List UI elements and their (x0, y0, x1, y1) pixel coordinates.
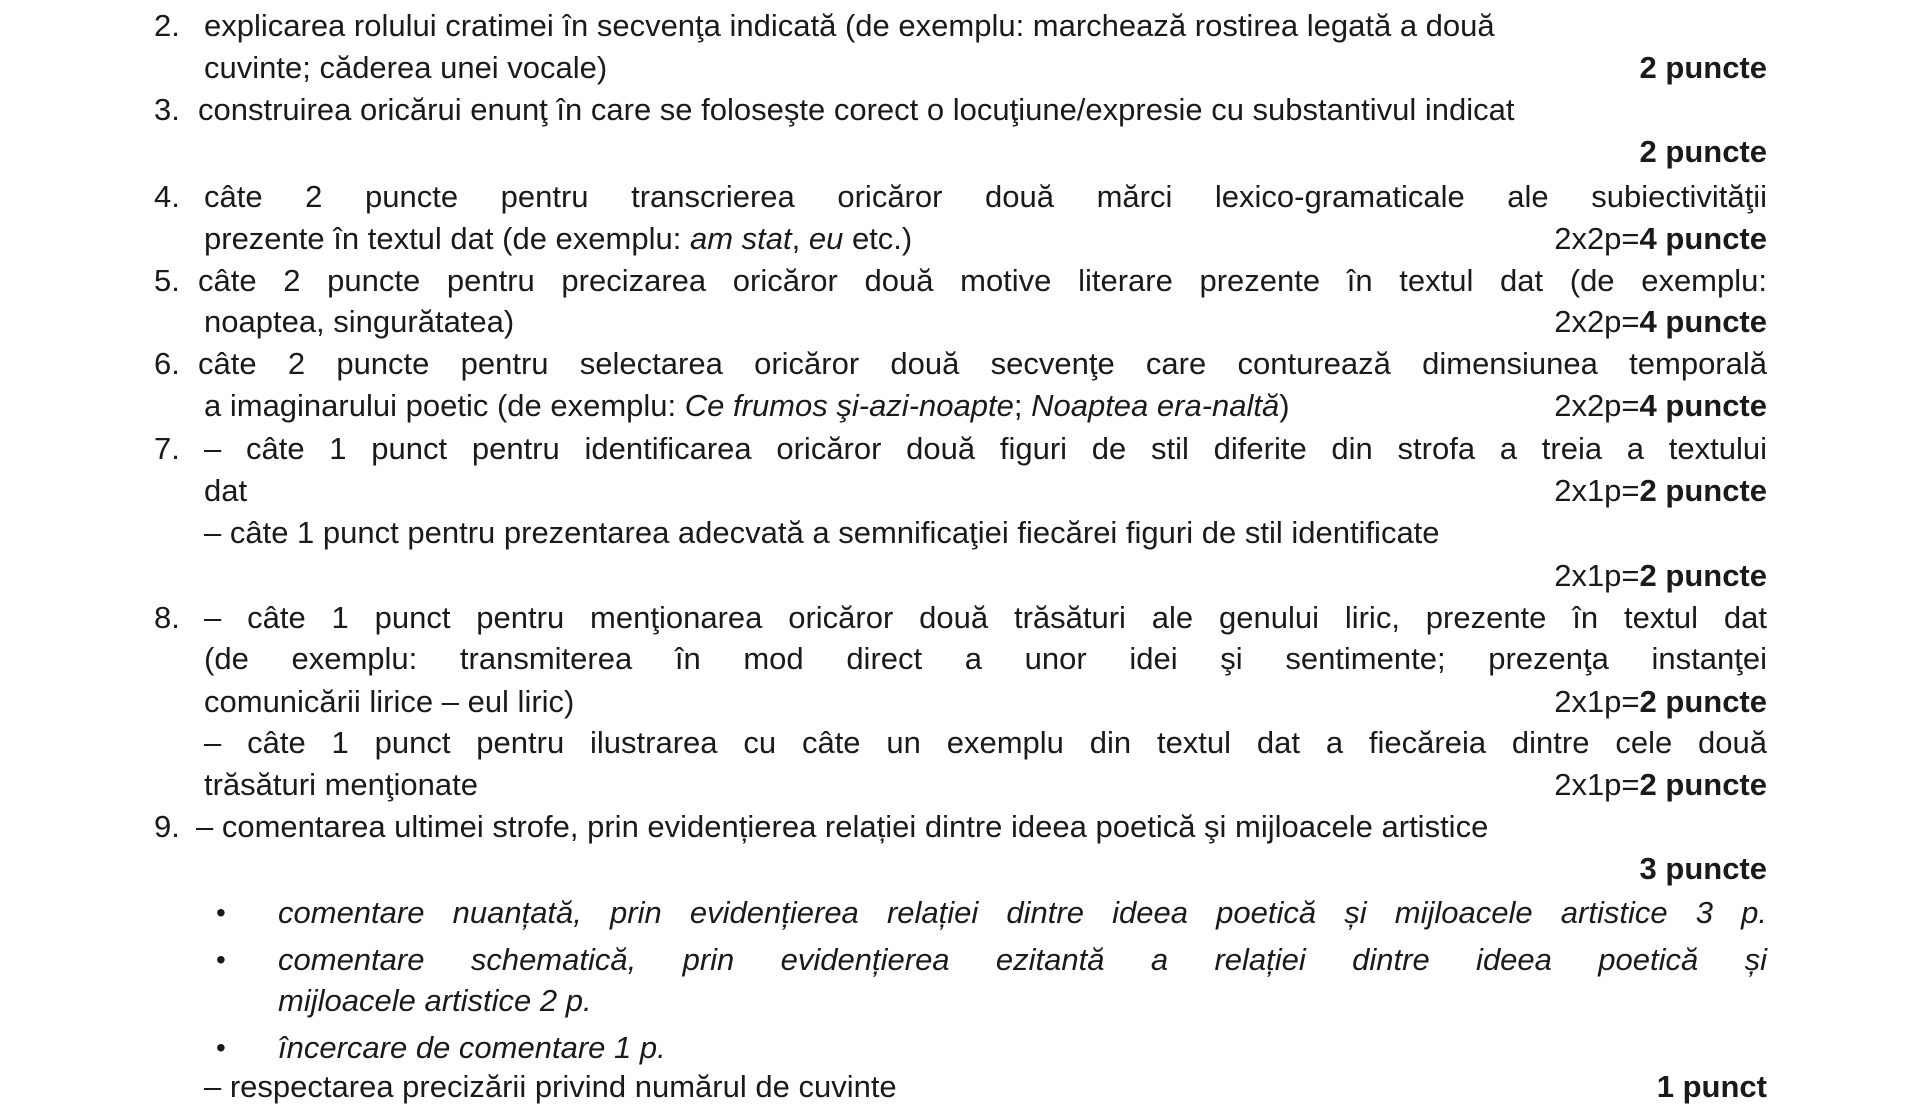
item-points: 2x2p=4 puncte (1554, 221, 1767, 256)
item-text: comunicării lirice – eul liric) (204, 684, 575, 719)
item-points: 1 punct (1656, 1069, 1767, 1104)
item-3-points-line (0, 131, 1920, 173)
item-2-line-2 (0, 47, 1920, 89)
item-9-line-1 (0, 806, 1920, 848)
item-5-line-1 (0, 260, 1920, 302)
item-7-line-2 (0, 470, 1920, 512)
item-points: 2x1p=2 puncte (1554, 767, 1767, 802)
criterion-text: comentare schematică, prin evidențierea ezitantă a relației dintre ideea poetică și (278, 942, 1767, 977)
criterion-bullet-2 (0, 939, 1920, 981)
item-text: a imaginarului poetic (de exemplu: Ce frumos şi-azi-noapte; Noaptea era-naltă) (204, 388, 1290, 423)
criterion-bullet-3 (0, 1027, 1920, 1069)
item-3-line-1 (0, 89, 1920, 131)
item-points: 2x1p=2 puncte (1554, 473, 1767, 508)
item-text: – câte 1 punct pentru prezentarea adecvată a semnificaţiei fiecărei figuri de stil identificate (204, 515, 1440, 550)
item-text: – câte 1 punct pentru identificarea oricăror două figuri de stil diferite din strofa a treia a textului (204, 431, 1767, 466)
item-points: 2 puncte (1639, 134, 1767, 169)
item-number: 2. (154, 8, 180, 43)
bullet-icon: • (216, 944, 226, 975)
bullet-icon: • (216, 897, 226, 928)
criterion-text: încercare de comentare 1 p. (278, 1030, 666, 1065)
item-text: – respectarea precizării privind numărul de cuvinte (204, 1069, 897, 1104)
item-number: 8. (154, 600, 180, 635)
item-text: explicarea rolului cratimei în secvenţa indicată (de exemplu: marchează rostirea legată a două (204, 8, 1495, 43)
item-7-points-line (0, 555, 1920, 597)
criterion-text: comentare nuanțată, prin evidențierea relației dintre ideea poetică și mijloacele artistice 3 p. (278, 895, 1767, 930)
item-text: câte 2 puncte pentru selectarea oricăror două secvenţe care conturează dimensiunea temporală (198, 346, 1767, 381)
criterion-bullet-1 (0, 892, 1920, 934)
item-text: – câte 1 punct pentru ilustrarea cu câte un exemplu din textul dat a fiecăreia dintre cele două (204, 725, 1767, 760)
item-points: 2x2p=4 puncte (1554, 304, 1767, 339)
item-points: 3 puncte (1639, 851, 1767, 886)
word-count-line (0, 1066, 1920, 1108)
item-7-line-3 (0, 512, 1920, 554)
item-8-line-4 (0, 722, 1920, 764)
item-points: 2x2p=4 puncte (1554, 388, 1767, 423)
item-text: (de exemplu: transmiterea în mod direct a unor idei şi sentimente; prezenţa instanţei (204, 641, 1767, 676)
item-6-line-1 (0, 343, 1920, 385)
item-number: 6. (154, 346, 180, 381)
item-text: prezente în textul dat (de exemplu: am stat, eu etc.) (204, 221, 913, 256)
item-7-line-1 (0, 428, 1920, 470)
item-text: construirea oricărui enunţ în care se foloseşte corect o locuţiune/expresie cu substantivul indicat (198, 92, 1515, 127)
item-text: trăsături menţionate (204, 767, 478, 802)
item-8-line-3 (0, 681, 1920, 723)
item-2-line-1 (0, 5, 1920, 47)
item-points: 2x1p=2 puncte (1554, 558, 1767, 593)
item-points: 2 puncte (1639, 50, 1767, 85)
bullet-icon: • (216, 1032, 226, 1063)
item-text: câte 2 puncte pentru transcrierea oricăror două mărci lexico-gramaticale ale subiectivităţii (204, 179, 1767, 214)
criterion-bullet-2-cont (0, 980, 1920, 1022)
item-points: 2x1p=2 puncte (1554, 684, 1767, 719)
item-number: 4. (154, 179, 180, 214)
item-number: 9. (154, 809, 180, 844)
item-text: – comentarea ultimei strofe, prin evidențierea relației dintre ideea poetică şi mijloacele artistice (196, 809, 1489, 844)
item-text: – câte 1 punct pentru menţionarea oricăror două trăsături ale genului liric, prezente în textul dat (204, 600, 1767, 635)
item-text: câte 2 puncte pentru precizarea oricăror două motive literare prezente în textul dat (de exemplu: (198, 263, 1767, 298)
item-text: noaptea, singurătatea) (204, 304, 515, 339)
item-number: 7. (154, 431, 180, 466)
item-number: 3. (154, 92, 180, 127)
item-number: 5. (154, 263, 180, 298)
criterion-text: mijloacele artistice 2 p. (278, 983, 592, 1018)
item-text: dat (204, 473, 248, 508)
item-6-line-2 (0, 385, 1920, 427)
item-4-line-2 (0, 218, 1920, 260)
item-8-line-2 (0, 638, 1920, 680)
item-4-line-1 (0, 176, 1920, 218)
item-8-line-1 (0, 597, 1920, 639)
item-5-line-2 (0, 301, 1920, 343)
item-text: cuvinte; căderea unei vocale) (204, 50, 608, 85)
item-9-points-line (0, 848, 1920, 890)
item-8-line-5 (0, 764, 1920, 806)
